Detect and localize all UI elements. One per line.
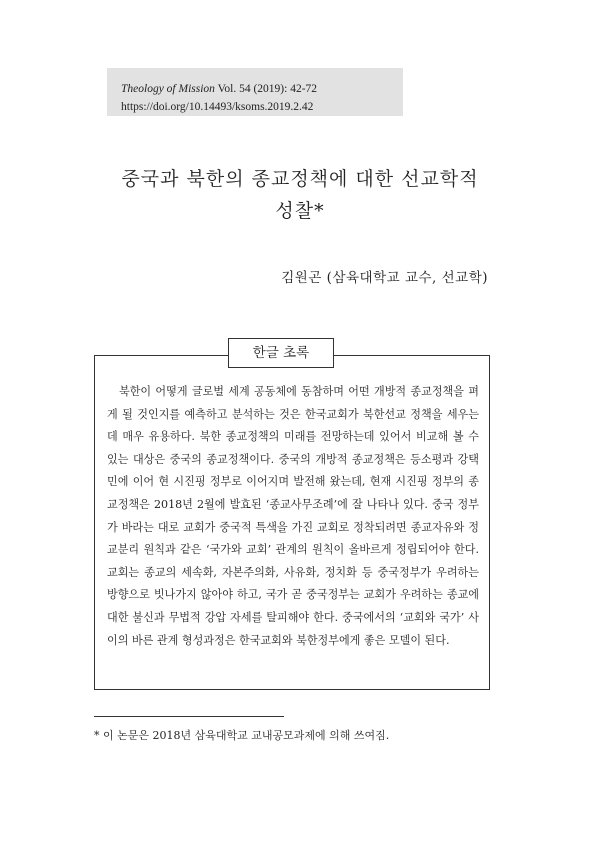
footnote-divider: [94, 716, 284, 717]
journal-header: [107, 68, 403, 116]
abstract-body: 북한이 어떻게 글로벌 세계 공동체에 동참하며 어떤 개방적 종교정책을 펴게 될 것인지를 예측하고 분석하는 것은 한국교회가 북한선교 정책을 세우는데 매우 유용하다. 북한 종교정책의 미래를 전망하는데 있어서 비교해 볼 수 있는 대상은 중국의 종교정책이다. 중국의 개방적 종교정책은 등소평과 강택민에 이어 현 시진핑 정부로 이어지며 발전해 왔는데, 현재 시진핑 정부의 종교정책은 2018년 2월에 발효된 ‘종교사무조례’에 잘 나타나 있다. 중국 정부가 바라는 대로 교회가 중국적 특색을 가진 교회로 정착되려면 종교자유와 정교분리 원칙과 같은 ‘국가와 교회’ 관계의 원칙이 올바르게 정립되어야 한다. 교회는 종교의 세속화, 자본주의화, 사유화, 정치화 등 중국정부가 우려하는 방향으로 빗나가지 않아야 하고, 국가 곧 중국정부는 교회가 우려하는 종교에 대한 불신과 무법적 강압 자세를 탈피해야 한다. 중국에서의 ‘교회와 국가’ 사이의 바른 관계 형성과정은 한국교회와 북한정부에게 좋은 모델이 된다.: [107, 385, 479, 647]
footnote: * 이 논문은 2018년 삼육대학교 교내공모과제에 의해 쓰여짐.: [94, 729, 390, 742]
paper-title-line-2: 성찰*: [275, 200, 325, 222]
abstract-label: 한글 초록: [228, 338, 334, 368]
citation-line: [121, 80, 403, 98]
journal-title: Theology of Mission: [121, 83, 215, 95]
volume-info: Vol. 54 (2019): 42-72: [214, 83, 318, 95]
author-affiliation: 김원곤 (삼육대학교 교수, 선교학): [281, 270, 488, 286]
paper-title-line-1: 중국과 북한의 종교정책에 대한 선교학적: [121, 168, 479, 190]
doi-link[interactable]: https://doi.org/10.14493/ksoms.2019.2.42: [121, 101, 314, 113]
